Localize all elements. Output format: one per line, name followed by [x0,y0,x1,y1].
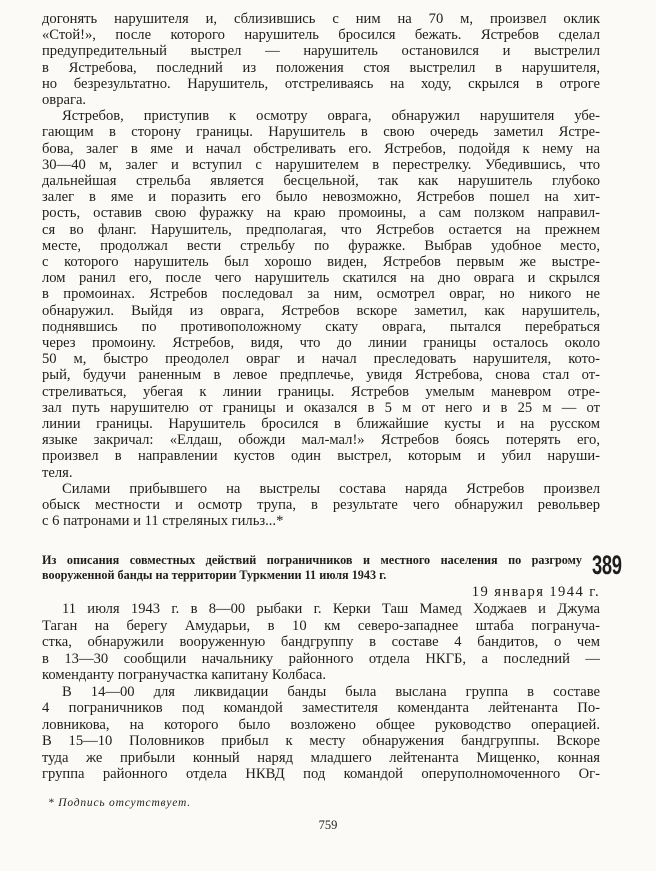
text-line: в Ястребова, последний из положения стоя выстрелил в нарушителя, [42,59,600,76]
heading-line: вооруженной банды на территории Туркмении 11 июля 1943 г. [42,567,387,582]
document-heading [42,553,582,582]
text-line: 4 пограничников под командой заместителя коменданта лейтенанта По- [42,700,600,716]
text-line: рый, будучи раненным в левое предплечье, увидя Ястребова, снова стал от- [42,367,600,384]
text-line: 30—40 м, залег и вступил с нарушителем в перестрелку. Убедившись, что [42,156,600,173]
text-line: Таган на берегу Амударьи, в 10 км северо-западнее штаба погранучa- [42,617,600,634]
footnote: * Подпись отсутствует. [48,797,191,809]
text-line: обнаружил. Выйдя из оврага, Ястребов вскоре заметил, как нарушитель, [42,302,600,319]
text-line: поднявшись по противоположному скату оврага, пытался перебраться [42,318,600,335]
text-line: с которого нарушитель был хорошо виден, Ястребов первым же выстре- [42,254,600,271]
page-number: 759 [318,818,338,832]
text-line: 50 м, быстро преодолел овраг и начал преследовать нарушителя, кото- [42,351,600,368]
text-line: «Стой!», после которого нарушитель бросился бежать. Ястребов сделал [42,27,600,44]
text-line: языке закричал: «Елдаш, обожди мал-мал!» Ястребов боясь потерять его, [42,432,600,449]
body-text-bottom [42,601,600,783]
text-line: стка, обнаружили вооруженную бандгруппу в составе 4 бандитов, о чем [42,634,600,650]
text-line: месте, продолжал вести стрельбу по фуражке. Выбрав удобное место, [42,237,600,254]
text-line: ся во фланг. Нарушитель, предполагая, что Ястребов остается на прежнем [42,221,600,238]
text-line: ловникова, на которого было возложено общее руководство операцией. [42,716,600,733]
document-number: 389 [592,550,622,580]
text-line: догонять нарушителя и, сблизившись с ним на 70 м, произвел оклик [42,11,600,27]
text-line: но безрезультатно. Нарушитель, отстреливаясь на ходу, скрылся в отроге [42,75,600,92]
text-line: В 15—10 Половников прибыл к месту обнаружения бандгруппы. Вскоре [42,733,600,749]
text-line: Ястребов, приступив к осмотру оврага, обнаружил нарушителя убе- [62,108,600,125]
text-line: В 14—00 для ликвидации банды была выслана группа в составе [62,683,600,700]
text-line: в 13—30 сообщили начальнику районного отдела НКГБ, а последний — [42,650,600,667]
text-line: группа районного отдела НКВД под командой оперуполномоченного Ог- [42,766,600,782]
body-text-top [42,11,600,530]
text-line: через промоину. Ястребов, видя, что до линии границы осталось около [42,335,600,352]
text-line: 11 июля 1943 г. в 8—00 рыбаки г. Керки Таш Мамед Ходжаев и Джума [62,601,600,617]
document-date: 19 января 1944 г. [471,584,600,600]
text-line: залег в яме и поразить его было невозможно, Ястребов пошел на хит- [42,189,600,206]
text-line: дальнейшая стрельба является бесцельной, так как нарушитель глубоко [42,173,600,190]
text-line: в промоинах. Ястребов последовал за ним, осмотрел овраг, но никого не [42,286,600,303]
text-line: линии границы. Нарушитель бросился в ближайшие кусты и на русском [42,416,600,433]
text-line: обыск местности и осмотр трупа, в результате чего обнаружил револьвер [42,497,600,514]
heading-line: Из описания совместных действий пограничников и местного населения по разгрому [42,553,582,567]
text-line: оврага. [42,92,87,109]
text-line: предупредительный выстрел — нарушитель остановился и выстрелил [42,43,600,60]
text-line: теля. [42,464,73,481]
text-line: стреливаться, убегая к линии границы. Ястребов умелым маневром отре- [42,383,600,400]
text-line: коменданту погранучастка капитану Колбаса. [42,667,327,683]
text-line: произвел в направлении кустов один выстрел, которым и убил наруши- [42,448,600,465]
text-line: с 6 патронами и 11 стреляных гильз...* [42,513,284,530]
text-line: туда же прибыли конный наряд младшего лейтенанта Мищенко, конная [42,749,600,766]
text-line: зал путь нарушителю от границы и оказался в 5 м от него и в 25 м — от [42,399,600,416]
text-line: Силами прибывшего на выстрелы состава наряда Ястребов произвел [62,480,600,497]
text-line: гающим в сторону границы. Нарушитель в свою очередь заметил Ястре- [42,124,600,141]
text-line: рость, оставив свою фуражку на краю промоины, а сам ползком направил- [42,205,600,222]
text-line: лом ранил его, после чего нарушитель скатился на дно оврага и скрылся [42,270,600,287]
text-line: бова, залег в яме и начал обстреливать его. Ястребов, подойдя к нему на [42,140,600,157]
